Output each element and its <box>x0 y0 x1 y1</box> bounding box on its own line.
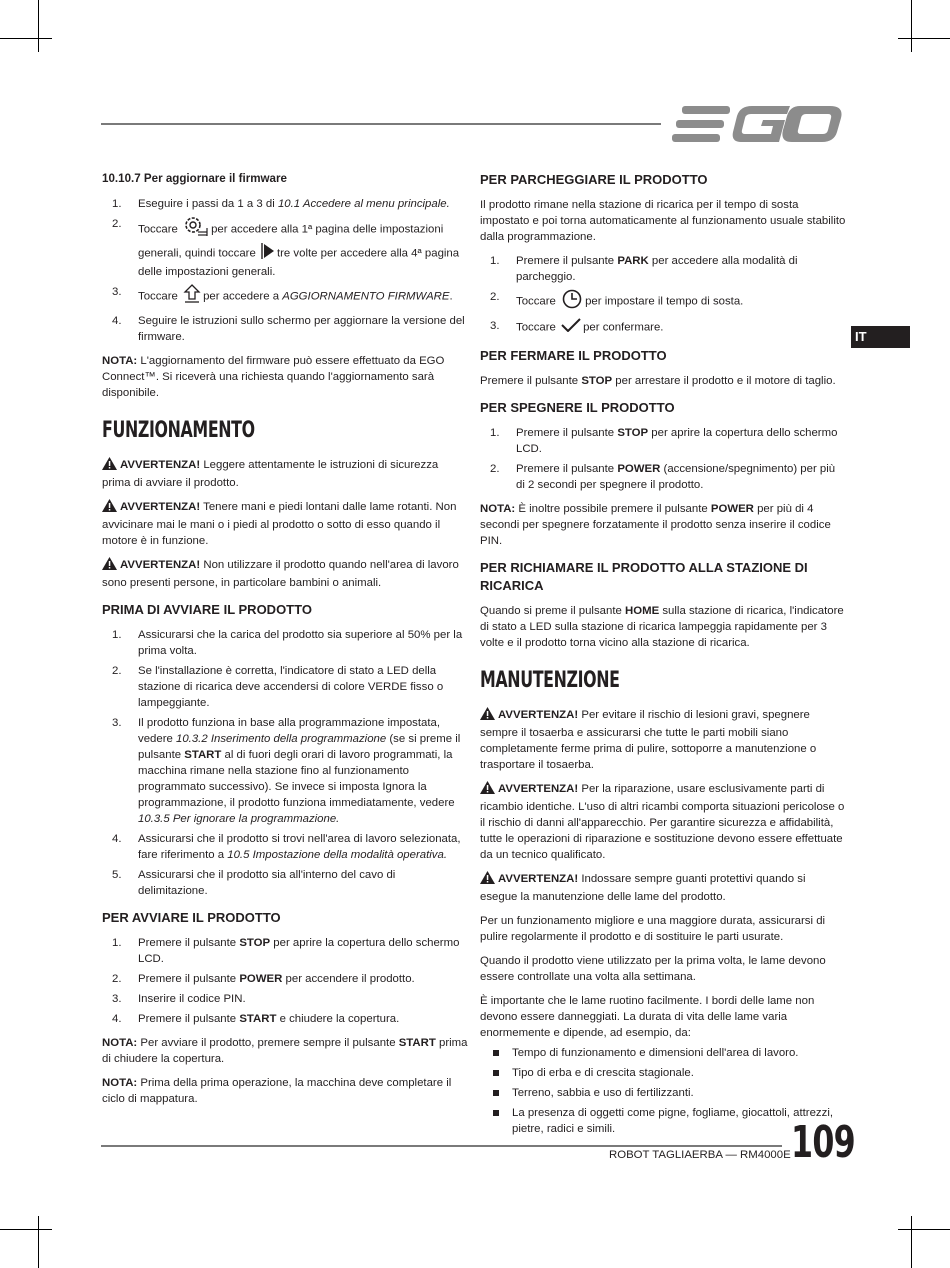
crop-mark <box>38 0 39 52</box>
crop-mark <box>0 1229 52 1230</box>
checkmark-icon <box>561 318 581 337</box>
warning-triangle-icon <box>102 457 117 475</box>
language-tab: IT <box>851 326 910 348</box>
avviare-steps <box>102 935 468 1027</box>
firmware-heading: 10.10.7 Per aggiornare il firmware <box>102 172 287 185</box>
crop-mark <box>911 0 912 52</box>
prima-heading: PRIMA DI AVVIARE IL PRODOTTO <box>102 602 312 617</box>
list-item: 1. Premere il pulsante STOP per aprire la copertura dello schermo LCD. <box>112 937 460 965</box>
list-item: 2. Toccare per impostare il tempo di sosta. <box>480 289 846 314</box>
parcheggiare-intro: Il prodotto rimane nella stazione di ricarica per il tempo di sosta impostato e poi torna automaticamente al funzionamento usuale stabilito dalla programmazione. <box>480 199 846 243</box>
crop-mark <box>38 1216 39 1268</box>
richiamare-heading: PER RICHIAMARE IL PRODOTTO ALLA STAZIONE DI RICARICA <box>480 560 808 593</box>
maintenance-paragraph: Quando il prodotto viene utilizzato per la prima volta, le lame devono essere controllate una volta alla settimana. <box>480 955 826 983</box>
warning: AVVERTENZA! Leggere attentamente le istruzioni di sicurezza prima di avviare il prodotto. <box>102 459 439 489</box>
richiamare-text: Quando si preme il pulsante HOME sulla stazione di ricarica, l'indicatore di stato a LED sulla stazione di ricarica lampeggia rapidamente per 3 volte e il prodotto torna vicino alla stazione di ricarica. <box>480 605 844 649</box>
list-item: Tipo di erba e di crescita stagionale. <box>480 1065 846 1081</box>
settings-gear-icon <box>183 216 209 243</box>
list-item: 1. Assicurarsi che la carica del prodotto sia superiore al 50% per la prima volta. <box>112 629 463 657</box>
warning: AVVERTENZA! Per evitare il rischio di lesioni gravi, spegnere sempre il tosaerba e assicurarsi che tutte le parti mobili siano completamente ferme prima di pulire, sottoporre a manutenzione o trasportare il tosaerba. <box>480 709 817 771</box>
crop-mark <box>898 38 950 39</box>
list-item: 2. Se l'installazione è corretta, l'indicatore di stato a LED della stazione di ricarica deve accendersi di colore VERDE fisso o lampeggiante. <box>112 665 444 709</box>
warning: AVVERTENZA! Indossare sempre guanti protettivi quando si esegue la manutenzione delle lame del prodotto. <box>480 873 806 903</box>
list-item: 3. Il prodotto funziona in base alla programmazione impostata, vedere 10.3.2 Inserimento della programmazione (se si preme il pulsante START al di fuori degli orari di lavoro programmati, la macchina rimane nella stazione fino al funzionamento programmato successivo). Se invece si imposta Ignora la programmazione, il prodotto funziona immediatamente, vedere 10.3.5 Per ignorare la programmazione. <box>112 717 461 825</box>
list-item: 5. Assicurarsi che il prodotto sia all'interno del cavo di delimitazione. <box>112 869 396 897</box>
page-number: 109 <box>791 1117 855 1168</box>
upload-arrow-icon <box>183 284 201 309</box>
list-item: 4. Assicurarsi che il prodotto si trovi nell'area di lavoro selezionata, fare riferimento a 10.5 Impostazione della modalità operativa. <box>112 833 461 861</box>
maintenance-paragraph: Per un funzionamento migliore e una maggiore durata, assicurarsi di pulire regolarmente il prodotto e di sostituire le parti usurate. <box>480 915 826 943</box>
list-item: 3. Toccare per confermare. <box>480 318 846 337</box>
list-item: 4. Premere il pulsante START e chiudere la copertura. <box>112 1013 400 1025</box>
footer-rule <box>101 1145 782 1147</box>
maintenance-paragraph: È importante che le lame ruotino facilmente. I bordi delle lame non devono essere danneggiati. La durata di vita delle lame varia enormemente e dipende, ad esempio, da: <box>480 995 815 1039</box>
crop-mark <box>911 1216 912 1268</box>
list-item: 1. Eseguire i passi da 1 a 3 di 10.1 Accedere al menu principale. <box>112 198 450 210</box>
spegnere-steps <box>480 425 846 493</box>
warning: AVVERTENZA! Non utilizzare il prodotto quando nell'area di lavoro sono presenti persone, in particolare bambini o animali. <box>102 559 459 589</box>
fermare-text: Premere il pulsante STOP per arrestare il prodotto e il motore di taglio. <box>480 375 836 387</box>
warning-triangle-icon <box>480 707 495 725</box>
list-item: 2. Premere il pulsante POWER per accendere il prodotto. <box>112 973 415 985</box>
firmware-note: NOTA: L'aggiornamento del firmware può essere effettuato da EGO Connect™. Si riceverà una richiesta quando l'aggiornamento sarà disponibile. <box>102 355 445 399</box>
parcheggiare-heading: PER PARCHEGGIARE IL PRODOTTO <box>480 172 708 187</box>
spegnere-note: NOTA: È inoltre possibile premere il pulsante POWER per più di 4 secondi per spegnere forzatamente il prodotto senza inserire il codice PIN. <box>480 503 831 547</box>
ego-logo <box>672 104 844 144</box>
list-item: 3. Toccare per accedere a AGGIORNAMENTO FIRMWARE. <box>102 284 468 309</box>
warning: AVVERTENZA! Tenere mani e piedi lontani dalle lame rotanti. Non avvicinare mai le mani o i piedi al prodotto o sotto di esso quando il motore è in funzione. <box>102 501 457 547</box>
list-item: 4. Seguire le istruzioni sullo schermo per aggiornare la versione del firmware. <box>112 315 465 343</box>
list-item: 2. Toccare per accedere alla 1ª pagina delle impostazioni generali, quindi toccare tre volte per accedere alla 4ª pagina delle impostazioni generali. <box>112 218 460 278</box>
left-column <box>102 171 468 1115</box>
parcheggiare-steps <box>480 253 846 337</box>
avviare-heading: PER AVVIARE IL PRODOTTO <box>102 910 281 925</box>
list-item: Tempo di funzionamento e dimensioni dell'area di lavoro. <box>480 1045 846 1061</box>
spegnere-heading: PER SPEGNERE IL PRODOTTO <box>480 400 675 415</box>
funzionamento-heading: FUNZIONAMENTO <box>102 418 255 443</box>
list-item: 1. Premere il pulsante PARK per accedere alla modalità di parcheggio. <box>490 255 798 283</box>
header-rule <box>101 123 661 125</box>
warning-triangle-icon <box>102 557 117 575</box>
warning-triangle-icon <box>480 871 495 889</box>
crop-mark <box>0 38 52 39</box>
warning: AVVERTENZA! Per la riparazione, usare esclusivamente parti di ricambio identiche. L'uso di altri ricambi comporta situazioni pericolose o il rischio di danni all'apparecchio. Per garantire sicurezza e affidabilità, tutte le operazioni di riparazione e sostituzione devono essere effettuate da un tecnico qualificato. <box>480 783 845 861</box>
list-item: La presenza di oggetti come pigne, fogliame, giocattoli, attrezzi, pietre, radici e simili. <box>480 1105 846 1137</box>
play-arrow-icon <box>261 243 275 264</box>
warning-triangle-icon <box>102 499 117 517</box>
firmware-steps <box>102 196 468 345</box>
list-item: 3. Inserire il codice PIN. <box>112 993 246 1005</box>
prima-steps <box>102 627 468 899</box>
avviare-note: NOTA: Per avviare il prodotto, premere sempre il pulsante START prima di chiudere la copertura. <box>102 1037 468 1065</box>
footer-model: ROBOT TAGLIAERBA — RM4000E <box>609 1149 791 1161</box>
crop-mark <box>898 1229 950 1230</box>
list-item: Terreno, sabbia e uso di fertilizzanti. <box>480 1085 846 1101</box>
clock-icon <box>561 289 583 314</box>
right-column <box>480 171 846 1141</box>
list-item: 2. Premere il pulsante POWER (accensione/spegnimento) per più di 2 secondi per spegnere il prodotto. <box>490 463 836 491</box>
fermare-heading: PER FERMARE IL PRODOTTO <box>480 348 667 363</box>
avviare-note: NOTA: Prima della prima operazione, la macchina deve completare il ciclo di mappatura. <box>102 1077 452 1105</box>
manutenzione-heading: MANUTENZIONE <box>480 668 620 693</box>
warning-triangle-icon <box>480 781 495 799</box>
list-item: 1. Premere il pulsante STOP per aprire la copertura dello schermo LCD. <box>490 427 838 455</box>
